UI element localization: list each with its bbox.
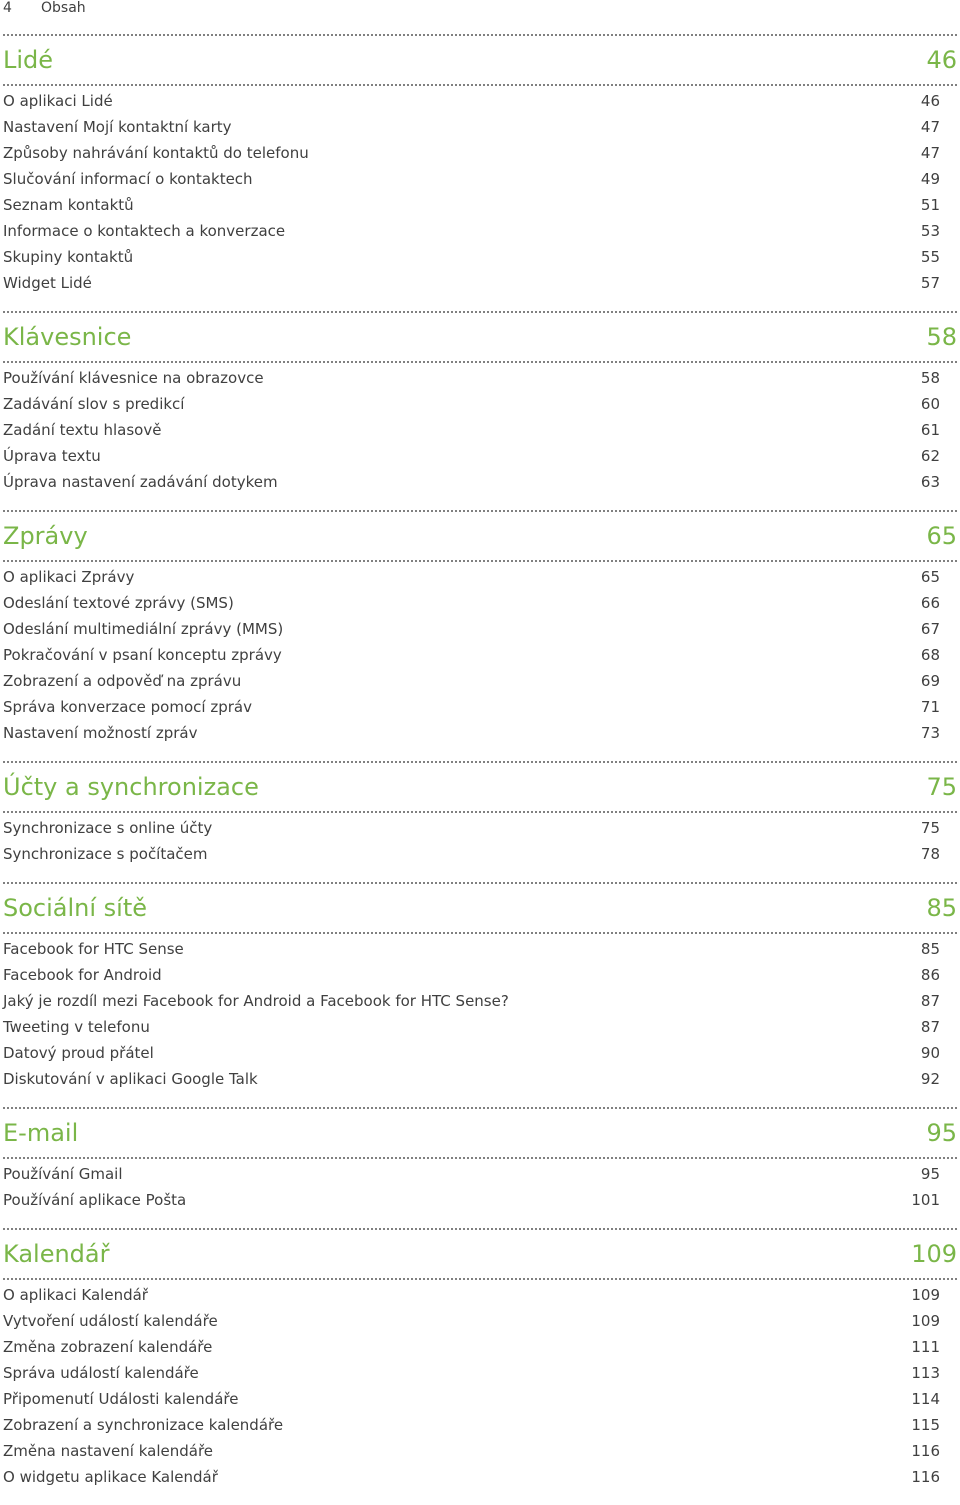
toc-entry[interactable] — [3, 841, 957, 867]
section-heading[interactable] — [3, 1230, 957, 1280]
section-page-number: 85 — [926, 894, 957, 922]
toc-entry-label: Zadání textu hlasově — [3, 421, 162, 439]
toc-entry-label: Jaký je rozdíl mezi Facebook for Android a Facebook for HTC Sense? — [3, 992, 509, 1010]
section-title: Lidé — [3, 46, 54, 74]
toc-entry-page-number: 75 — [920, 819, 940, 837]
toc-entry-page-number: 69 — [920, 672, 940, 690]
toc-entry[interactable] — [3, 1412, 957, 1438]
section-title: Kalendář — [3, 1240, 110, 1268]
section-page-number: 95 — [926, 1119, 957, 1147]
toc-entry-label: Pokračování v psaní konceptu zprávy — [3, 646, 282, 664]
toc-entry-page-number: 65 — [920, 568, 940, 586]
toc-entry-page-number: 55 — [920, 248, 940, 266]
toc-entry-page-number: 51 — [920, 196, 940, 214]
section-title: Účty a synchronizace — [3, 773, 259, 801]
toc-entry[interactable] — [3, 1187, 957, 1213]
toc-entry-label: Datový proud přátel — [3, 1044, 154, 1062]
toc-entry-page-number: 73 — [920, 724, 940, 742]
section-page-number: 58 — [926, 323, 957, 351]
toc-entry[interactable] — [3, 1040, 957, 1066]
toc-entry-label: O aplikaci Zprávy — [3, 568, 135, 586]
toc-entry[interactable] — [3, 720, 957, 746]
toc-entry-label: O aplikaci Kalendář — [3, 1286, 148, 1304]
toc-entry-label: Používání aplikace Pošta — [3, 1191, 187, 1209]
toc-entry-page-number: 86 — [920, 966, 940, 984]
toc-entry-page-number: 47 — [920, 118, 940, 136]
toc-entry-label: Úprava nastavení zadávání dotykem — [3, 473, 278, 491]
toc-entry[interactable] — [3, 443, 957, 469]
page-number: 4 — [3, 0, 12, 16]
toc-entry-page-number: 109 — [911, 1286, 940, 1304]
toc-entry-label: Nastavení Mojí kontaktní karty — [3, 118, 232, 136]
toc-entry-page-number: 71 — [920, 698, 940, 716]
toc-entry[interactable] — [3, 270, 957, 296]
toc-entry[interactable] — [3, 962, 957, 988]
toc-entry-label: O aplikaci Lidé — [3, 92, 113, 110]
toc-entry-label: Skupiny kontaktů — [3, 248, 134, 266]
toc-entry-page-number: 53 — [920, 222, 940, 240]
toc-entry-page-number: 111 — [911, 1338, 940, 1356]
section-title: Zprávy — [3, 522, 88, 550]
toc-entry-page-number: 58 — [920, 369, 940, 387]
toc-entry-page-number: 87 — [920, 992, 940, 1010]
section-heading[interactable] — [3, 512, 957, 562]
toc-entry[interactable] — [3, 391, 957, 417]
toc-section — [3, 311, 957, 495]
toc-entry-label: Odeslání textové zprávy (SMS) — [3, 594, 234, 612]
toc-section — [3, 882, 957, 1092]
toc-entry-label: Slučování informací o kontaktech — [3, 170, 253, 188]
toc-entry-page-number: 113 — [911, 1364, 940, 1382]
toc-entry[interactable] — [3, 642, 957, 668]
toc-entry-label: O widgetu aplikace Kalendář — [3, 1468, 218, 1486]
toc-section — [3, 510, 957, 746]
toc-entry[interactable] — [3, 564, 957, 590]
section-heading[interactable] — [3, 36, 957, 86]
page-header — [3, 0, 86, 16]
toc-entry[interactable] — [3, 1334, 957, 1360]
toc-entry[interactable] — [3, 166, 957, 192]
toc-entry[interactable] — [3, 1360, 957, 1386]
toc-entry-page-number: 92 — [920, 1070, 940, 1088]
toc-entry-page-number: 115 — [911, 1416, 940, 1434]
toc-entry-page-number: 68 — [920, 646, 940, 664]
page-heading: Obsah — [41, 0, 86, 16]
toc-section — [3, 1228, 957, 1490]
toc-entry[interactable] — [3, 1438, 957, 1464]
toc-section — [3, 34, 957, 296]
toc-entry-page-number: 78 — [920, 845, 940, 863]
toc-entry[interactable] — [3, 469, 957, 495]
toc-entry-label: Správa událostí kalendáře — [3, 1364, 199, 1382]
toc-entry-label: Facebook for HTC Sense — [3, 940, 184, 958]
toc-entry[interactable] — [3, 1386, 957, 1412]
toc-entry[interactable] — [3, 1014, 957, 1040]
toc-entry-page-number: 62 — [920, 447, 940, 465]
toc-entry[interactable] — [3, 192, 957, 218]
toc-entry-page-number: 66 — [920, 594, 940, 612]
toc-entry[interactable] — [3, 590, 957, 616]
table-of-contents — [3, 34, 957, 1505]
toc-entry[interactable] — [3, 668, 957, 694]
toc-entry-label: Zadávání slov s predikcí — [3, 395, 185, 413]
toc-entry[interactable] — [3, 694, 957, 720]
toc-entry[interactable] — [3, 1161, 957, 1187]
section-heading[interactable] — [3, 763, 957, 813]
toc-entry-label: Widget Lidé — [3, 274, 92, 292]
toc-entry[interactable] — [3, 815, 957, 841]
toc-entry-label: Tweeting v telefonu — [3, 1018, 150, 1036]
toc-entry[interactable] — [3, 244, 957, 270]
toc-entry-label: Připomenutí Události kalendáře — [3, 1390, 239, 1408]
toc-entry-page-number: 109 — [911, 1312, 940, 1330]
toc-entry[interactable] — [3, 1308, 957, 1334]
toc-entry-label: Nastavení možností zpráv — [3, 724, 198, 742]
section-title: Sociální sítě — [3, 894, 148, 922]
toc-entry-label: Zobrazení a odpověď na zprávu — [3, 672, 242, 690]
toc-entry-page-number: 95 — [920, 1165, 940, 1183]
section-heading[interactable] — [3, 313, 957, 363]
section-page-number: 75 — [926, 773, 957, 801]
section-page-number: 109 — [911, 1240, 957, 1268]
toc-entry-label: Diskutování v aplikaci Google Talk — [3, 1070, 258, 1088]
toc-entry[interactable] — [3, 1282, 957, 1308]
toc-entry-page-number: 46 — [920, 92, 940, 110]
toc-entry[interactable] — [3, 114, 957, 140]
toc-entry-page-number: 47 — [920, 144, 940, 162]
toc-entry[interactable] — [3, 616, 957, 642]
toc-entry-page-number: 87 — [920, 1018, 940, 1036]
toc-entry-label: Způsoby nahrávání kontaktů do telefonu — [3, 144, 309, 162]
section-title: E-mail — [3, 1119, 79, 1147]
toc-entry-label: Změna nastavení kalendáře — [3, 1442, 214, 1460]
toc-entry-page-number: 85 — [920, 940, 940, 958]
toc-entry-page-number: 63 — [920, 473, 940, 491]
toc-entry-label: Používání Gmail — [3, 1165, 123, 1183]
section-heading[interactable] — [3, 1109, 957, 1159]
section-heading[interactable] — [3, 884, 957, 934]
toc-entry-label: Zobrazení a synchronizace kalendáře — [3, 1416, 284, 1434]
toc-entry-label: Facebook for Android — [3, 966, 162, 984]
toc-entry[interactable] — [3, 1066, 957, 1092]
toc-entry-page-number: 67 — [920, 620, 940, 638]
toc-entry-page-number: 116 — [911, 1442, 940, 1460]
toc-entry-label: Synchronizace s počítačem — [3, 845, 208, 863]
section-title: Klávesnice — [3, 323, 132, 351]
toc-entry[interactable] — [3, 936, 957, 962]
toc-entry-label: Správa konverzace pomocí zpráv — [3, 698, 252, 716]
toc-entry[interactable] — [3, 218, 957, 244]
toc-entry[interactable] — [3, 140, 957, 166]
toc-entry[interactable] — [3, 1464, 957, 1490]
toc-entry-label: Informace o kontaktech a konverzace — [3, 222, 286, 240]
toc-entry-label: Odeslání multimediální zprávy (MMS) — [3, 620, 284, 638]
toc-entry-label: Používání klávesnice na obrazovce — [3, 369, 264, 387]
toc-entry-page-number: 60 — [920, 395, 940, 413]
section-page-number: 46 — [926, 46, 957, 74]
toc-entry-page-number: 116 — [911, 1468, 940, 1486]
toc-section — [3, 761, 957, 867]
toc-entry-label: Synchronizace s online účty — [3, 819, 213, 837]
toc-entry-page-number: 101 — [911, 1191, 940, 1209]
toc-entry-page-number: 114 — [911, 1390, 940, 1408]
toc-entry-label: Vytvoření událostí kalendáře — [3, 1312, 218, 1330]
toc-entry[interactable] — [3, 988, 957, 1014]
toc-entry-page-number: 90 — [920, 1044, 940, 1062]
section-page-number: 65 — [926, 522, 957, 550]
toc-entry-page-number: 61 — [920, 421, 940, 439]
toc-entry[interactable] — [3, 88, 957, 114]
toc-entry-label: Změna zobrazení kalendáře — [3, 1338, 213, 1356]
toc-entry[interactable] — [3, 417, 957, 443]
toc-entry-page-number: 49 — [920, 170, 940, 188]
toc-entry-label: Úprava textu — [3, 447, 101, 465]
toc-entry-label: Seznam kontaktů — [3, 196, 134, 214]
toc-section — [3, 1107, 957, 1213]
toc-entry-page-number: 57 — [920, 274, 940, 292]
toc-entry[interactable] — [3, 365, 957, 391]
